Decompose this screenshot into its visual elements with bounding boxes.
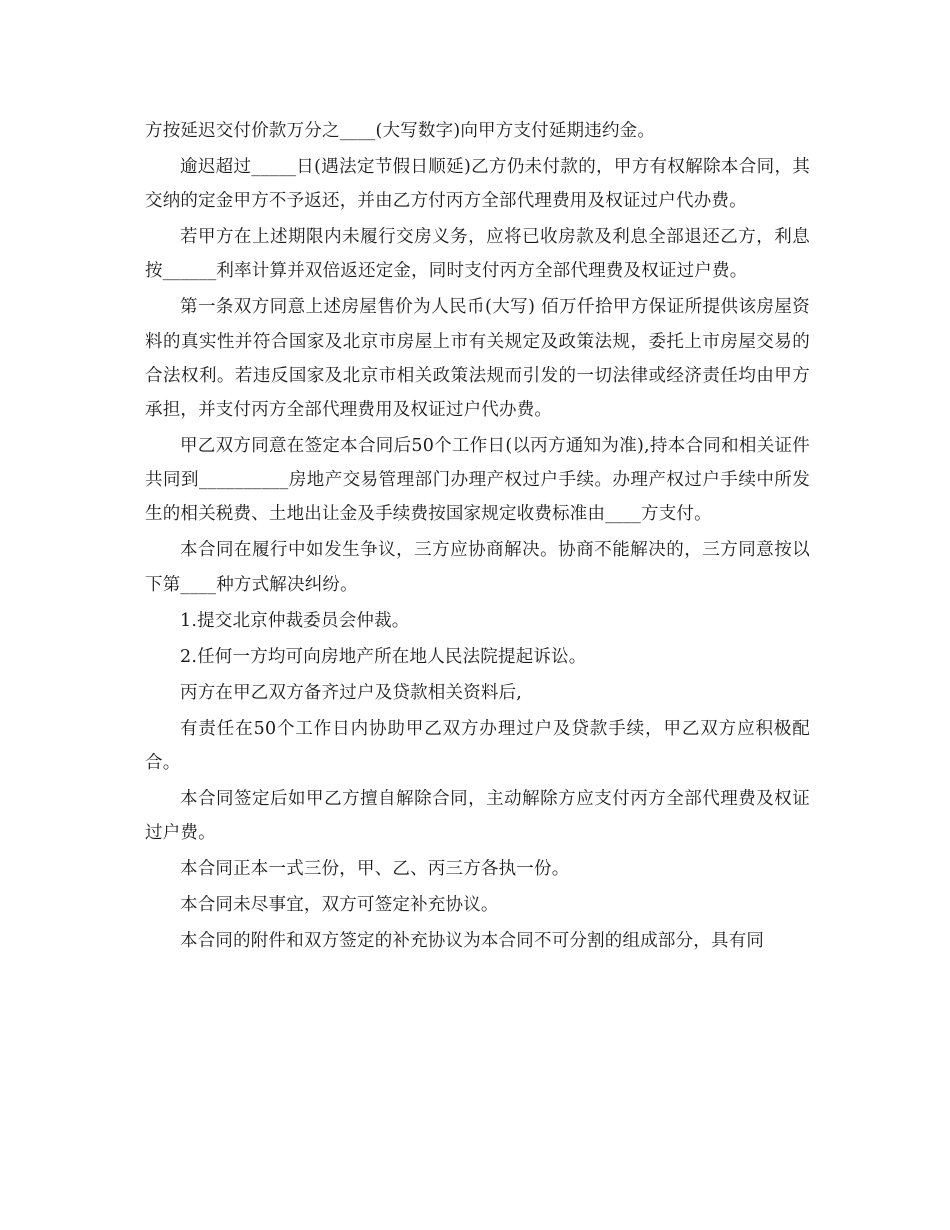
paragraph-2: 逾迟超过_____日(遇法定节假日顺延)乙方仍未付款的，甲方有权解除本合同，其交纳的定金甲方不予返还，并由乙方付丙方全部代理费用及权证过户代办费。	[145, 157, 810, 212]
paragraph-5: 甲乙双方同意在签定本合同后50个工作日(以丙方通知为准),持本合同和相关证件共同到__________房地产交易管理部门办理产权过户手续。办理产权过户手续中所发生的相关税费、土地出让金及手续费按国家规定收费标准由____方支付。	[145, 436, 810, 525]
paragraph-14: 本合同的附件和双方签定的补充协议为本合同不可分割的组成部分，具有同	[180, 931, 765, 952]
paragraph-9: 丙方在甲乙双方备齐过户及贷款相关资料后,	[180, 682, 523, 703]
paragraph-10: 有责任在50个工作日内协助甲乙双方办理过户及贷款手续，甲乙双方应积极配合。	[145, 718, 810, 773]
paragraph-4: 第一条双方同意上述房屋售价为人民币(大写) 佰万仟拾甲方保证所提供该房屋资料的真实性并符合国家及北京市房屋上市有关规定及政策法规，委托上市房屋交易的合法权利。若违反国家及北京市相关政策法规而引发的一切法律或经济责任均由甲方承担，并支付丙方全部代理费用及权证过户代办费。	[145, 297, 810, 421]
paragraph-11: 本合同签定后如甲乙方擅自解除合同，主动解除方应支付丙方全部代理费及权证过户费。	[145, 788, 810, 844]
paragraph-8: 2.任何一方均可向房地产所在地人民法院提起诉讼。	[180, 646, 587, 667]
paragraph-13: 本合同未尽事宜，双方可签定补充协议。	[180, 895, 499, 916]
paragraph-12: 本合同正本一式三份，甲、乙、丙三方各执一份。	[180, 859, 570, 880]
document-body	[145, 114, 810, 960]
paragraph-7: 1.提交北京仲裁委员会仲裁。	[180, 610, 410, 631]
paragraph-6: 本合同在履行中如发生争议，三方应协商解决。协商不能解决的，三方同意按以下第____种方式解决纠纷。	[145, 540, 810, 595]
paragraph-3: 若甲方在上述期限内未履行交房义务，应将已收房款及利息全部退还乙方，利息按______利率计算并双倍返还定金，同时支付丙方全部代理费及权证过户费。	[145, 227, 810, 282]
paragraph-1: 方按延迟交付价款万分之____(大写数字)向甲方支付延期违约金。	[145, 121, 656, 141]
